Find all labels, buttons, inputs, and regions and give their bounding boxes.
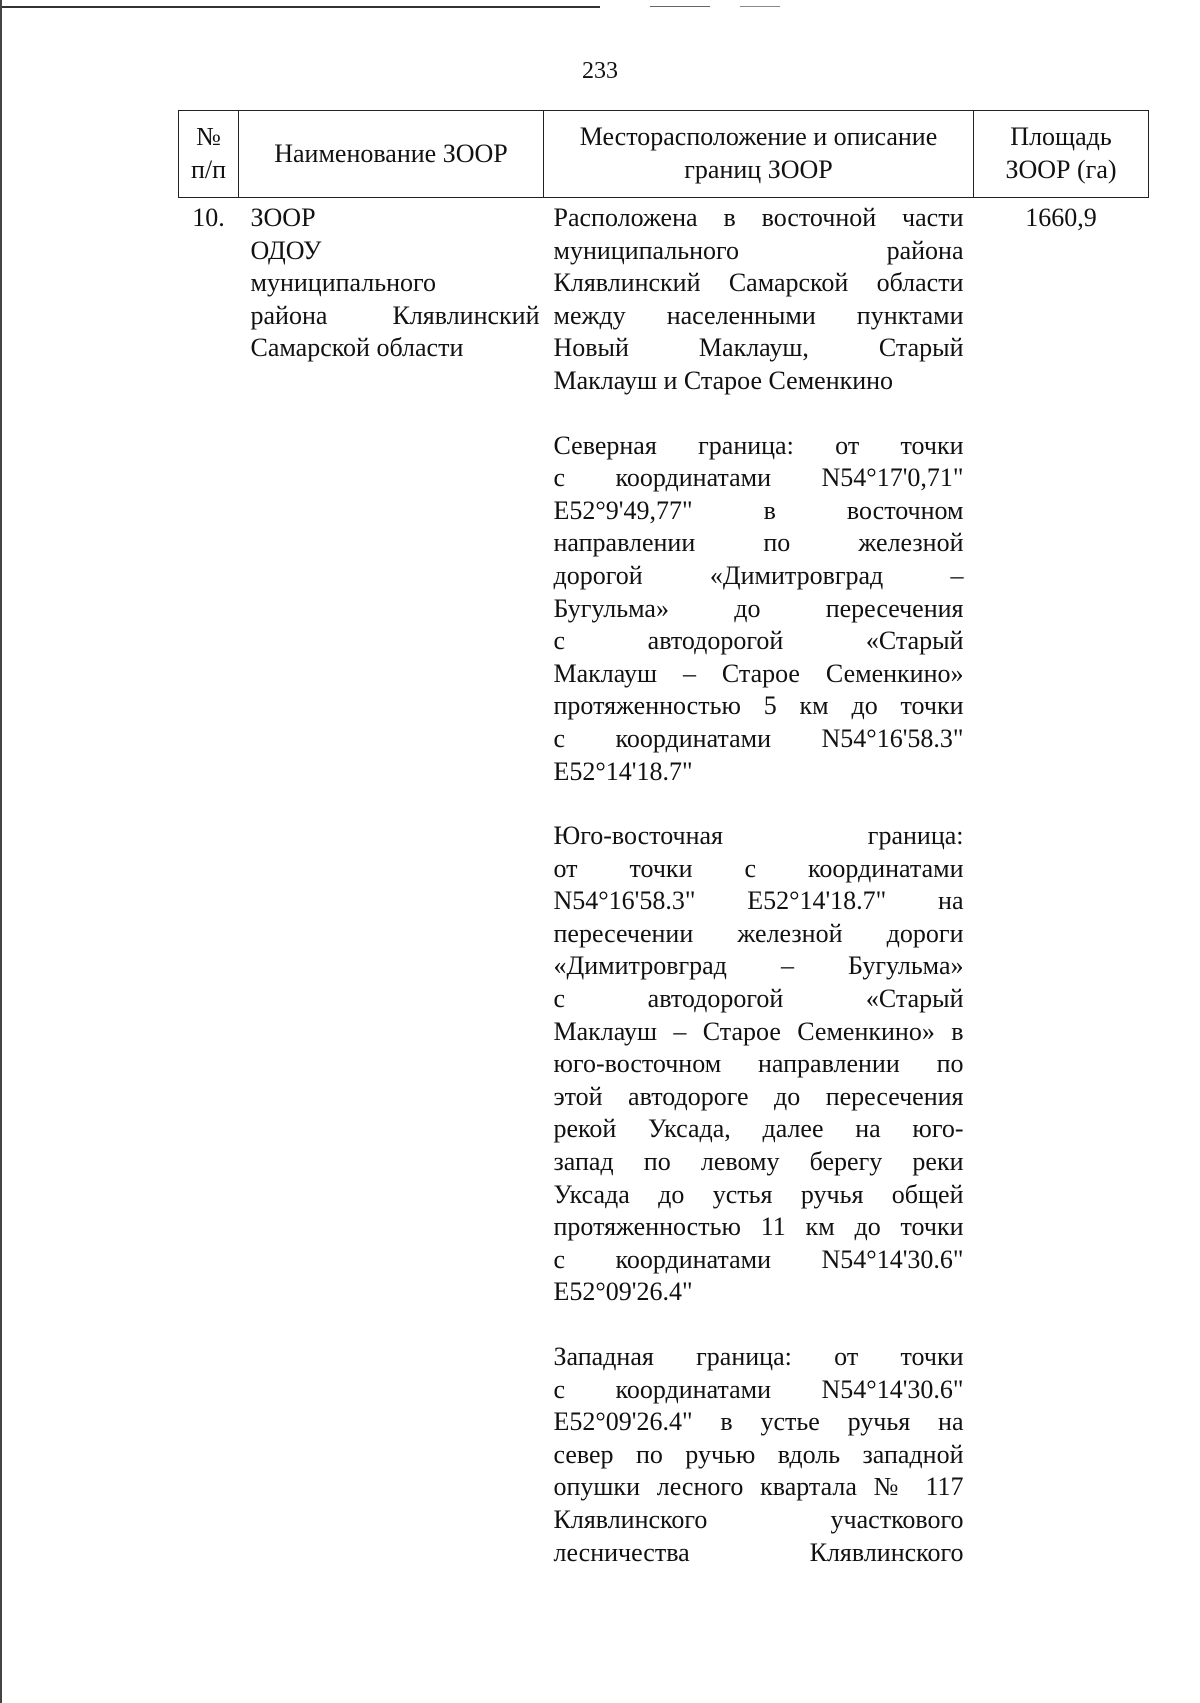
description-line: с автодорогой «Старый xyxy=(553,984,964,1014)
description-line: юго-восточном направлении по xyxy=(553,1049,964,1079)
description-line: Расположена в восточной части xyxy=(553,203,964,232)
description-line: Маклауш – Старое Семенкино» в xyxy=(553,1016,964,1046)
description-line: Юго-восточная граница: xyxy=(553,821,964,851)
description-line: рекой Уксада, далее на юго- xyxy=(553,1114,964,1144)
description-line: протяженностью 11 км до точки xyxy=(553,1212,964,1242)
description-line: с координатами N54°14'30.6" xyxy=(553,1374,964,1404)
description-line: E52°09'26.4" xyxy=(553,1277,693,1307)
header-name xyxy=(239,111,544,198)
description-line: Бугульма» до пересечения xyxy=(553,593,964,623)
header-number-label: № п/п xyxy=(190,122,227,184)
header-area-label: Площадь ЗООР (га) xyxy=(1005,122,1117,184)
description-line: муниципального района xyxy=(553,235,964,265)
name-line: Самарской области xyxy=(250,333,464,363)
description-line: E52°9'49,77" в восточном xyxy=(553,495,964,525)
description-line: E52°09'26.4" в устье ручья на xyxy=(553,1407,964,1437)
header-number xyxy=(179,111,239,198)
scan-edge-top xyxy=(0,6,600,8)
row-name xyxy=(239,198,544,1602)
description-line: этой автодороге до пересечения xyxy=(553,1081,964,1111)
description-line: Северная граница: от точки xyxy=(553,430,964,460)
description-line: с автодорогой «Старый xyxy=(553,626,964,656)
header-description xyxy=(544,111,974,198)
table-row xyxy=(179,198,1149,1602)
description-paragraph-north xyxy=(554,430,964,789)
description-line: Новый Маклауш, Старый xyxy=(553,333,964,363)
description-line: Клявлинский Самарской области xyxy=(553,268,964,298)
header-area xyxy=(974,111,1149,198)
description-line: опушки лесного квартала № 117 xyxy=(553,1472,964,1502)
description-line: E52°14'18.7" xyxy=(553,756,693,786)
name-line: ЗООР xyxy=(250,203,316,232)
table-header-row xyxy=(179,111,1149,198)
description-line: Западная граница: от точки xyxy=(553,1342,964,1371)
description-line: между населенными пунктами xyxy=(553,300,964,330)
description-line: дорогой «Димитровград – xyxy=(553,560,964,590)
description-paragraph-southeast xyxy=(554,820,964,1309)
page-number: 233 xyxy=(582,58,618,84)
description-line: Маклауш и Старое Семенкино xyxy=(553,365,894,395)
description-line: запад по левому берегу реки xyxy=(553,1147,964,1177)
row-area: 1660,9 xyxy=(1025,203,1097,232)
description-line: пересечении железной дороги xyxy=(553,918,964,948)
scan-edge-left xyxy=(0,0,2,1703)
description-line: Уксада до устья ручья общей xyxy=(553,1179,964,1209)
name-line: муниципального xyxy=(250,268,437,298)
description-paragraph-location xyxy=(554,202,964,398)
description-line: Маклауш – Старое Семенкино» xyxy=(553,658,964,688)
description-line: Клявлинского участкового xyxy=(553,1504,964,1534)
description-line: «Димитровград – Бугульма» xyxy=(553,951,964,981)
name-line: района Клявлинский xyxy=(250,300,540,330)
header-description-label: Месторасположение и описание границ ЗООР xyxy=(579,122,938,184)
description-line: с координатами N54°14'30.6" xyxy=(553,1244,964,1274)
name-line: ОДОУ xyxy=(250,235,322,265)
description-line: север по ручью вдоль западной xyxy=(553,1439,964,1469)
description-paragraph-west xyxy=(554,1341,964,1569)
description-line: лесничества Клявлинского xyxy=(553,1537,964,1567)
row-number: 10. xyxy=(192,203,225,232)
description-line: с координатами N54°17'0,71" xyxy=(553,463,964,493)
row-description xyxy=(544,198,974,1602)
description-line: с координатами N54°16'58.3" xyxy=(553,723,964,753)
scan-edge-top-fragment xyxy=(740,6,780,7)
description-line: N54°16'58.3" E52°14'18.7" на xyxy=(553,886,964,916)
description-line: направлении по железной xyxy=(553,528,964,558)
scan-edge-top-fragment xyxy=(650,6,710,7)
description-line: от точки с координатами xyxy=(553,853,964,883)
description-line: протяженностью 5 км до точки xyxy=(553,691,964,721)
zoor-table xyxy=(178,110,1149,1601)
header-name-label: Наименование ЗООР xyxy=(274,138,508,168)
